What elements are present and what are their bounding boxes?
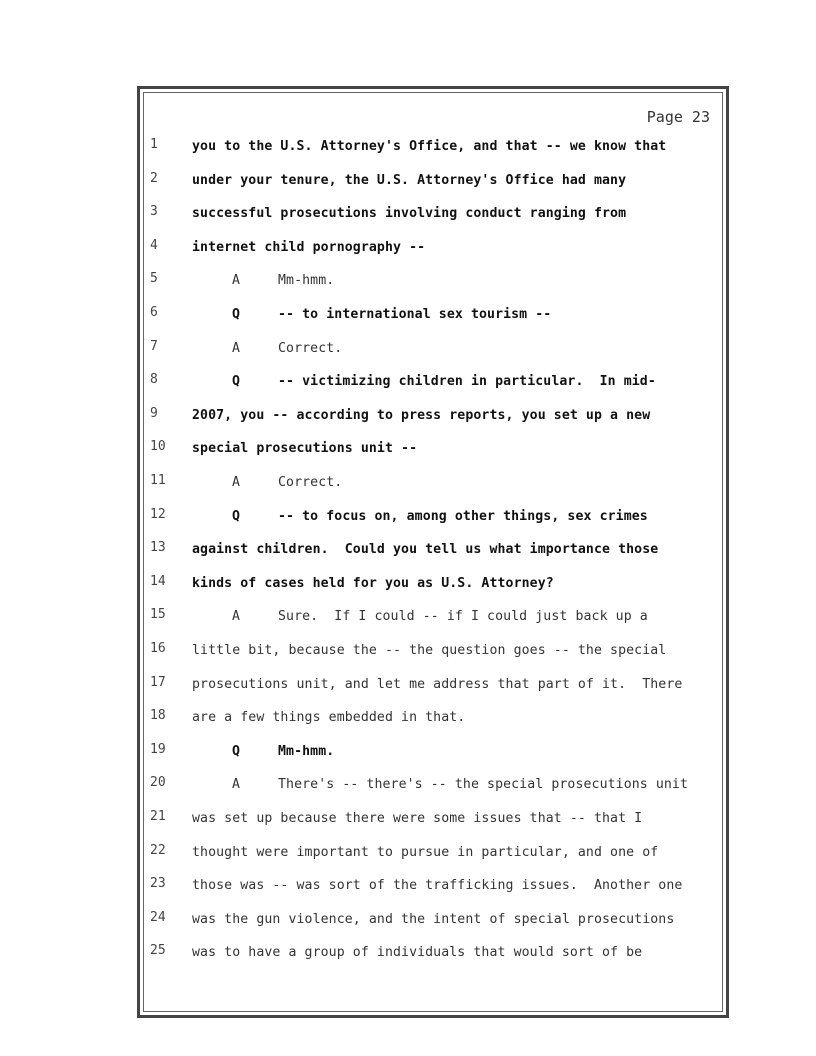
transcript-line [0,439,816,463]
line-text [192,206,626,221]
line-text [192,441,417,456]
line-text [192,240,425,255]
line-content: under your tenure, the U.S. Attorney's Office had many [192,172,627,188]
transcript-line [0,271,816,295]
line-content: Sure. If I could -- if I could just back up a [278,609,648,625]
line-text [192,408,650,423]
line-text [192,811,642,826]
line-number: 23 [150,876,166,892]
line-number: 11 [150,473,166,488]
line-number: 16 [150,641,166,656]
line-text [192,542,658,557]
line-text [232,744,334,759]
transcript-line [0,339,816,363]
speaker-label: Q [232,374,241,390]
transcript-line [0,507,816,531]
line-text [192,139,666,154]
line-text [232,475,342,490]
transcript-line [0,876,816,900]
speaker-label: A [232,777,241,793]
line-content: There's -- there's -- the special prosecutions unit [278,777,689,793]
line-number: 21 [150,809,166,824]
line-text [192,677,682,692]
transcript-line [0,406,816,430]
line-content: -- to focus on, among other things, sex crimes [278,508,648,524]
line-number: 7 [150,338,158,354]
speaker-label: A [232,340,241,356]
line-content: thought were important to pursue in particular, and one of [192,844,659,860]
line-text [192,878,682,893]
line-text [232,307,551,322]
transcript-line [0,641,816,665]
line-content: are a few things embedded in that. [192,710,466,726]
transcript-line [0,910,816,934]
line-number: 4 [150,237,158,253]
line-content: Mm-hmm. [278,743,335,759]
line-number: 2 [150,170,158,186]
transcript-line [0,675,816,699]
line-number: 24 [150,909,166,925]
line-number: 17 [150,674,166,690]
line-content: Mm-hmm. [278,273,335,289]
line-text [232,509,648,524]
line-number: 12 [150,506,166,522]
line-number: 18 [150,708,166,724]
speaker-label: A [232,609,241,625]
line-content: -- victimizing children in particular. In mid- [278,374,656,390]
line-text [192,845,658,860]
line-number: 19 [150,741,166,757]
speaker-label: A [232,273,241,289]
line-number: 3 [150,204,158,220]
line-number: 13 [150,540,166,556]
line-number: 1 [150,137,158,152]
line-content: was the gun violence, and the intent of special prosecutions [192,911,675,927]
line-text [192,576,554,591]
line-text [192,710,465,725]
line-content: special prosecutions unit -- [192,441,418,457]
line-number: 14 [150,573,166,589]
transcript-line [0,775,816,799]
transcript-line [0,137,816,161]
line-text [232,609,648,624]
transcript-line [0,742,816,766]
transcript-line [0,473,816,497]
line-content: those was -- was sort of the trafficking issues. Another one [192,878,683,894]
speaker-label: Q [232,508,241,524]
line-number: 8 [150,372,158,388]
line-number: 25 [150,943,166,959]
line-content: internet child pornography -- [192,239,426,255]
line-content: 2007, you -- according to press reports, you set up a new [192,407,651,423]
line-content: you to the U.S. Attorney's Office, and that -- we know that [192,139,667,154]
transcript-line [0,171,816,195]
transcript-line [0,809,816,833]
transcript-line [0,372,816,396]
transcript-line [0,540,816,564]
transcript-line [0,574,816,598]
line-text [232,777,688,792]
line-content: was set up because there were some issues that -- that I [192,811,643,826]
line-number: 22 [150,842,166,858]
transcript-line [0,204,816,228]
speaker-label: Q [232,307,241,322]
transcript-line [0,943,816,967]
line-content: was to have a group of individuals that would sort of be [192,945,643,961]
line-number: 5 [150,271,158,287]
line-content: against children. Could you tell us what importance those [192,542,659,558]
line-text [232,341,342,356]
line-text [192,912,674,927]
line-content: kinds of cases held for you as U.S. Attorney? [192,575,554,591]
line-number: 9 [150,405,158,421]
transcript-line [0,238,816,262]
speaker-label: Q [232,743,241,759]
line-content: Correct. [278,340,343,356]
line-text [192,173,626,188]
line-text [192,945,642,960]
line-number: 10 [150,439,166,455]
line-number: 6 [150,305,158,320]
line-content: -- to international sex tourism -- [278,307,552,322]
line-content: Correct. [278,475,343,490]
line-number: 20 [150,775,166,791]
page-number: Page 23 [646,108,710,126]
line-text [232,273,334,288]
transcript-line [0,708,816,732]
line-content: prosecutions unit, and let me address that part of it. There [192,676,683,692]
transcript-line [0,843,816,867]
line-number: 15 [150,607,166,623]
line-content: successful prosecutions involving conduct ranging from [192,206,627,222]
line-content: little bit, because the -- the question goes -- the special [192,643,667,658]
transcript-line [0,607,816,631]
line-text [192,643,666,658]
speaker-label: A [232,475,241,490]
transcript-line [0,305,816,329]
line-text [232,374,656,389]
